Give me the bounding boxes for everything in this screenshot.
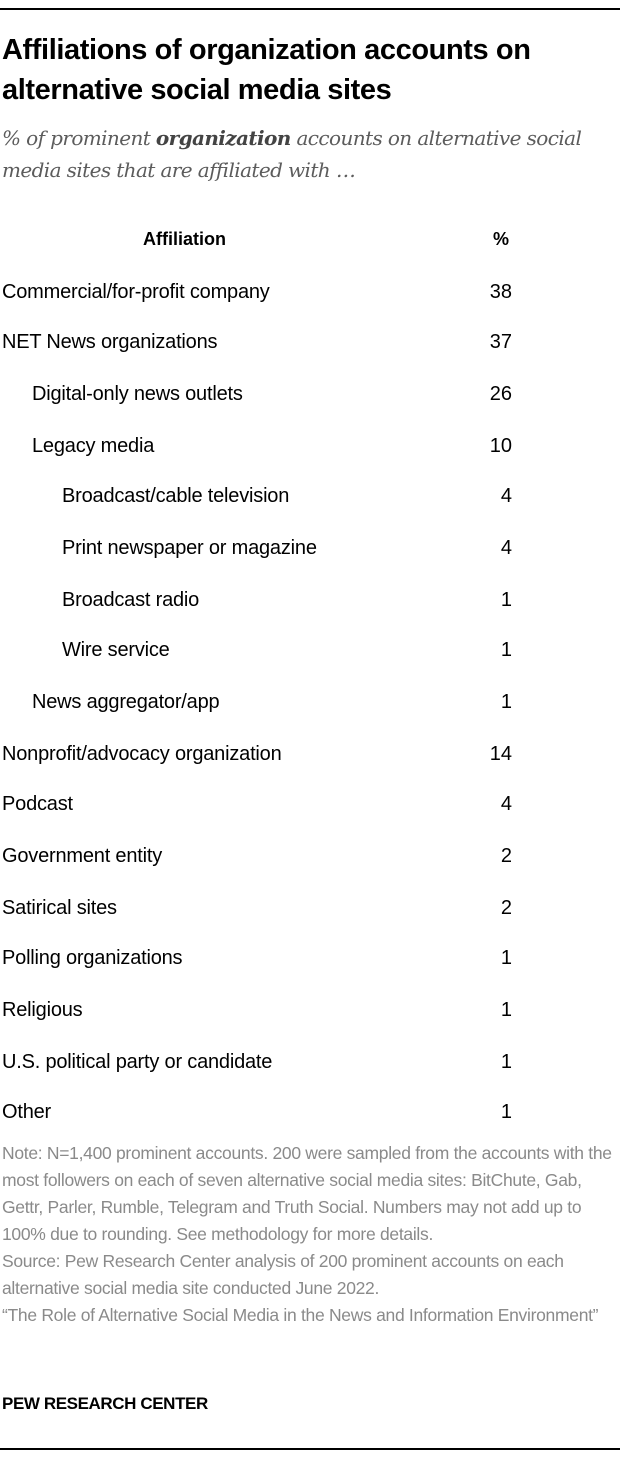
report-title: “The Role of Alternative Social Media in the News and Information Environment” — [2, 1305, 599, 1325]
subtitle-suffix: accounts on alternative social media sites that are affiliated with … — [2, 126, 582, 182]
row-label: NET News organizations — [2, 331, 218, 353]
table-row — [0, 637, 620, 663]
table-row — [0, 483, 620, 509]
row-label: Other — [2, 1101, 52, 1123]
row-label: Legacy media — [32, 435, 155, 457]
table-row — [0, 895, 620, 921]
row-value: 4 — [500, 485, 512, 507]
row-value: 1 — [500, 589, 512, 611]
column-header-affiliation: Affiliation — [143, 229, 226, 249]
row-value: 37 — [489, 331, 512, 353]
table-row — [0, 689, 620, 715]
table-row — [0, 587, 620, 613]
row-label: Broadcast/cable television — [62, 485, 290, 507]
row-value: 2 — [500, 845, 512, 867]
row-value: 1 — [500, 947, 512, 969]
row-label: Podcast — [2, 793, 73, 815]
note-text: Note: N=1,400 prominent accounts. 200 were sampled from the accounts with the most followers on each of seven alternative social media sites: BitChute, Gab, Gettr, Parler, Rumble, Telegram and Truth Social. Numbers may not add up to 100% due to rounding. See methodology for more details. — [2, 1143, 612, 1244]
row-label: News aggregator/app — [32, 691, 220, 713]
row-label: Religious — [2, 999, 83, 1021]
row-label: Broadcast radio — [62, 589, 200, 611]
row-label: Nonprofit/advocacy organization — [2, 743, 282, 765]
chart-subtitle — [2, 122, 612, 186]
row-value: 1 — [500, 1101, 512, 1123]
table-row — [0, 433, 620, 459]
top-rule — [0, 8, 620, 10]
table-row — [0, 843, 620, 869]
table-row — [0, 791, 620, 817]
table-row — [0, 279, 620, 305]
row-label: Commercial/for-profit company — [2, 281, 270, 303]
row-label: U.S. political party or candidate — [2, 1051, 273, 1073]
table-row — [0, 381, 620, 407]
row-label: Print newspaper or magazine — [62, 537, 317, 559]
row-label: Satirical sites — [2, 897, 117, 919]
row-value: 1 — [500, 1051, 512, 1073]
row-label: Polling organizations — [2, 947, 183, 969]
table-row — [0, 1099, 620, 1125]
table-row — [0, 741, 620, 767]
row-value: 4 — [500, 793, 512, 815]
row-label: Digital-only news outlets — [32, 383, 243, 405]
table-row — [0, 329, 620, 355]
row-value: 4 — [500, 537, 512, 559]
row-label: Wire service — [62, 639, 170, 661]
subtitle-emphasis: organization — [155, 126, 291, 150]
source-text: Source: Pew Research Center analysis of 200 prominent accounts on each alternative social media site conducted June 2022. — [2, 1251, 564, 1298]
footnotes — [2, 1140, 617, 1329]
table-row — [0, 535, 620, 561]
table-row — [0, 945, 620, 971]
row-value: 38 — [489, 281, 512, 303]
column-header-percent: % — [493, 229, 510, 249]
row-value: 1 — [500, 639, 512, 661]
chart-title: Affiliations of organization accounts on alternative social media sites — [2, 34, 531, 106]
row-value: 1 — [500, 691, 512, 713]
row-value: 10 — [489, 435, 512, 457]
row-value: 26 — [489, 383, 512, 405]
row-value: 2 — [500, 897, 512, 919]
row-value: 14 — [489, 743, 512, 765]
table-row — [0, 1049, 620, 1075]
bottom-rule — [0, 1448, 620, 1450]
subtitle-prefix: % of prominent — [2, 126, 156, 150]
table-row — [0, 997, 620, 1023]
row-label: Government entity — [2, 845, 163, 867]
brand-logo-text: PEW RESEARCH CENTER — [2, 1394, 208, 1413]
row-value: 1 — [500, 999, 512, 1021]
